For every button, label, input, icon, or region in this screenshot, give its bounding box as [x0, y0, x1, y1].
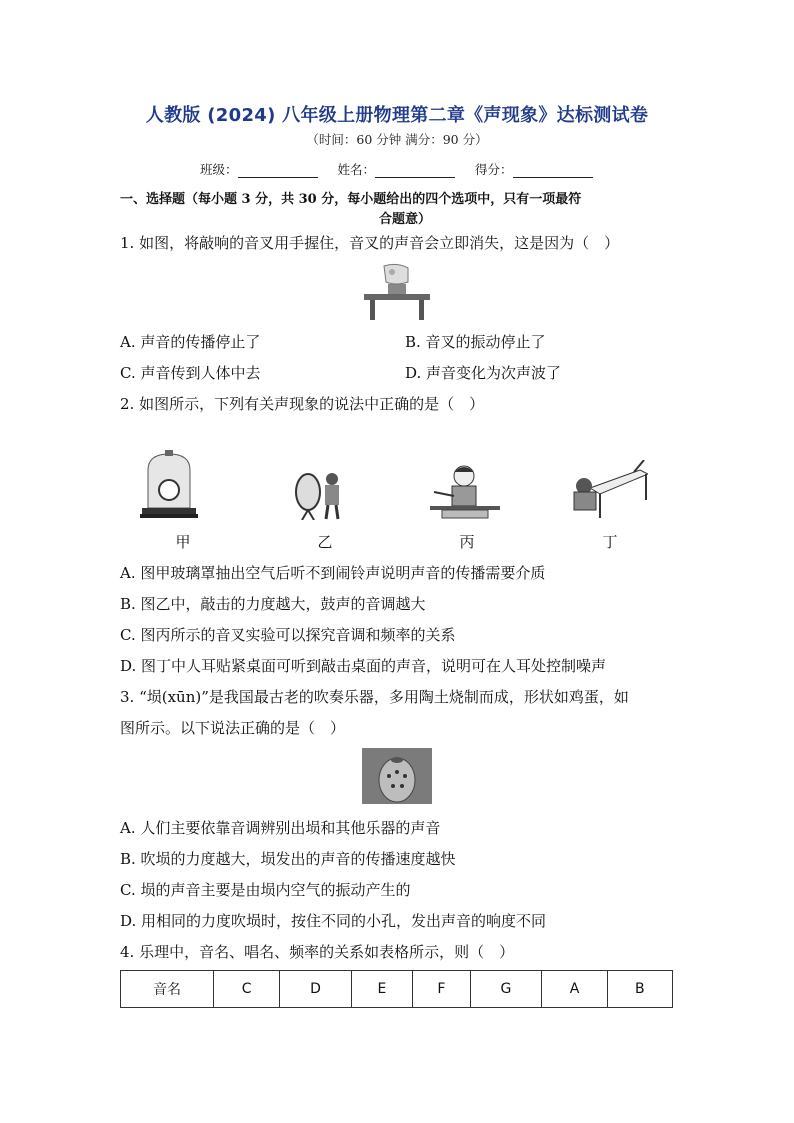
q2-option-b: B. 图乙中，敲击的力度越大，鼓声的音调越大 [120, 595, 426, 613]
section-heading-line1: 一、选择题（每小题 3 分，共 30 分，每小题给出的四个选项中，只有一项最符 [120, 192, 582, 207]
bell-jar-figure [140, 450, 198, 522]
score-blank [513, 164, 593, 178]
ear-on-desk-figure [570, 460, 648, 520]
table-cell: B [607, 971, 672, 1008]
figure-label-jia: 甲 [175, 533, 191, 551]
q2-stem: 2. 如图所示，下列有关声现象的说法中正确的是（ ） [120, 395, 485, 413]
q2-option-a: A. 图甲玻璃罩抽出空气后听不到闹铃声说明声音的传播需要介质 [120, 564, 546, 582]
q1-option-d: D. 声音变化为次声波了 [405, 364, 562, 382]
class-label: 班级： [200, 162, 238, 177]
table-cell: F [413, 971, 470, 1008]
page-title: 人教版 (2024) 八年级上册物理第二章《声现象》达标测试卷 [145, 105, 649, 126]
q3-stem-line1: 3. “埙(xūn)”是我国最古老的吹奏乐器，多用陶土烧制而成，形状如鸡蛋，如 [120, 688, 629, 706]
exam-meta: （时间：60 分钟 满分：90 分） [306, 132, 488, 147]
q3-option-b: B. 吹埙的力度越大，埙发出的声音的传播速度越快 [120, 850, 456, 868]
student-info-line [200, 160, 609, 178]
table-cell: G [470, 971, 542, 1008]
q3-option-c: C. 埙的声音主要是由埙内空气的振动产生的 [120, 881, 411, 899]
q1-option-a: A. 声音的传播停止了 [120, 333, 261, 351]
q1-stem: 1. 如图，将敲响的音叉用手握住，音叉的声音会立即消失，这是因为（ ） [120, 234, 620, 252]
drum-figure [292, 465, 344, 520]
section-heading-line2: 合题意） [378, 212, 431, 227]
table-cell: A [542, 971, 607, 1008]
section-heading [120, 190, 680, 230]
tuning-fork-experiment-figure [430, 462, 500, 520]
q2-option-d: D. 图丁中人耳贴紧桌面可听到敲击桌面的声音，说明可在人耳处控制噪声 [120, 657, 607, 675]
figure-label-yi: 乙 [317, 533, 333, 551]
note-frequency-table [120, 970, 673, 1008]
figure-label-bing: 丙 [459, 533, 475, 551]
q3-option-a: A. 人们主要依靠音调辨别出埙和其他乐器的声音 [120, 819, 441, 837]
q3-option-d: D. 用相同的力度吹埙时，按住不同的小孔，发出声音的响度不同 [120, 912, 547, 930]
table-cell: D [280, 971, 351, 1008]
q1-option-c: C. 声音传到人体中去 [120, 364, 261, 382]
table-row [121, 971, 673, 1008]
tuning-fork-figure [362, 262, 432, 322]
q1-option-b: B. 音叉的振动停止了 [405, 333, 546, 351]
class-blank [238, 164, 318, 178]
table-cell: C [214, 971, 280, 1008]
score-label: 得分： [475, 162, 513, 177]
figure-label-ding: 丁 [602, 533, 618, 551]
q3-stem-line2: 图所示。以下说法正确的是（ ） [120, 719, 346, 737]
name-label: 姓名： [337, 162, 376, 177]
name-blank [375, 164, 455, 178]
q2-option-c: C. 图丙所示的音叉实验可以探究音调和频率的关系 [120, 626, 456, 644]
xun-instrument-figure [362, 748, 432, 804]
table-cell: E [351, 971, 412, 1008]
q4-stem: 4. 乐理中，音名、唱名、频率的关系如表格所示，则（ ） [120, 943, 515, 961]
table-cell: 音名 [121, 971, 214, 1008]
